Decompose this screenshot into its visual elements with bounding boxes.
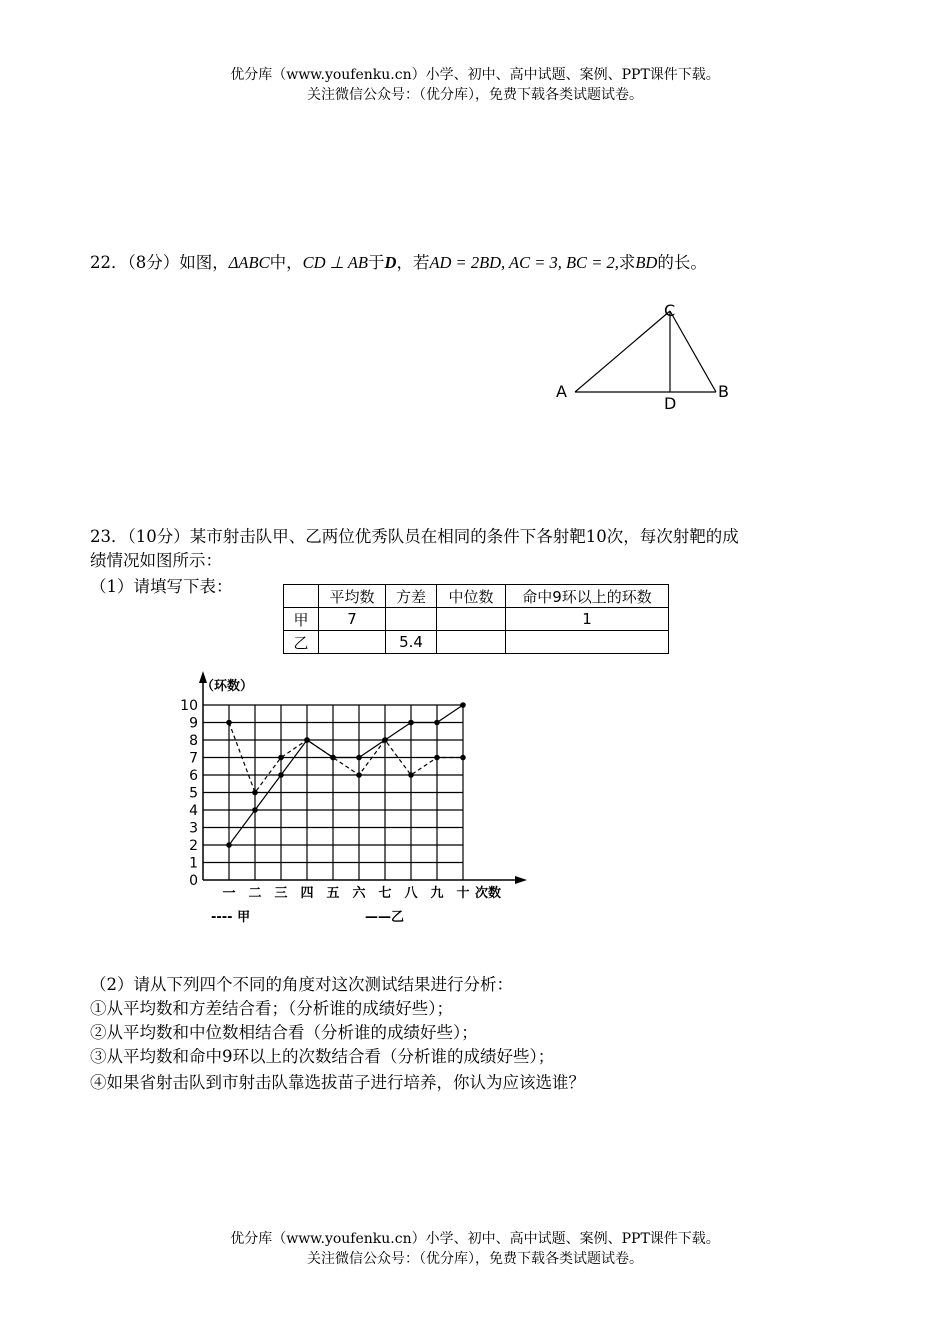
label-c: C (664, 301, 676, 320)
analysis-item-2: ②从平均数和中位数相结合看（分析谁的成绩好些）； (90, 1023, 478, 1042)
footer-line-1: 优分库（www.youfenku.cn）小学、初中、高中试题、案例、PPT课件下载。 (230, 1231, 720, 1247)
label-d: D (664, 394, 677, 413)
x-tick-label: 八 (404, 886, 418, 901)
y-tick-label: 4 (189, 803, 198, 819)
table-header-cell: 方差 (386, 585, 437, 608)
q22-text-3: ，若 (396, 253, 430, 272)
q22-text-1: 中， (269, 253, 303, 272)
label-b: B (718, 382, 729, 401)
q22-score: （8分）如图， (127, 253, 229, 272)
y-tick-label: 5 (189, 785, 198, 802)
legend-yi: ——乙 (365, 910, 405, 925)
data-point (252, 807, 258, 813)
data-point (356, 755, 362, 761)
q22-text-2: 于 (368, 253, 385, 272)
data-point (330, 755, 336, 761)
footer-line-2: 关注微信公众号：（优分库），免费下载各类试题试卷。 (307, 1251, 643, 1267)
x-tick-label: 十 (456, 886, 470, 901)
table-header-cell: 中位数 (437, 585, 506, 608)
x-axis-arrow-icon (515, 876, 527, 884)
y-tick-label: 0 (189, 873, 198, 889)
q22-text-5: 的长。 (657, 253, 707, 272)
side-bc (670, 311, 716, 392)
x-axis-label: 次数 (475, 886, 502, 901)
q23-line-2: 绩情况如图所示： (90, 551, 222, 570)
table-cell (437, 608, 506, 631)
question-22 (90, 252, 707, 274)
data-point (278, 772, 284, 778)
triangle-figure (550, 298, 740, 418)
data-point (434, 720, 440, 726)
q23-part-2: （2）请从下列四个不同的角度对这次测试结果进行分析： (90, 975, 513, 994)
y-tick-label: 6 (189, 768, 198, 784)
x-tick-label: 三 (274, 886, 288, 901)
q22-point-d: D (384, 253, 397, 272)
data-point (226, 842, 232, 848)
analysis-item-4: ④如果省射击队到市射击队靠选拔苗子进行培养，你认为应该选谁？ (90, 1073, 585, 1092)
table-header-cell: 命中9环以上的环数 (506, 585, 669, 608)
y-tick-label: 10 (180, 698, 198, 714)
q22-number: 22． (90, 253, 128, 272)
data-point (278, 755, 284, 761)
x-tick-label: 七 (378, 886, 392, 901)
fill-in-table (283, 584, 669, 654)
table-header-cell: 平均数 (319, 585, 386, 608)
q23-part-1: （1）请填写下表： (90, 577, 233, 596)
data-point (460, 755, 466, 761)
y-tick-label: 9 (189, 715, 198, 732)
legend-jia: ---- 甲 (211, 910, 251, 925)
y-tick-label: 7 (189, 750, 198, 767)
analysis-item-3: ③从平均数和命中9环以上的次数结合看（分析谁的成绩好些）； (90, 1047, 555, 1066)
data-point (434, 755, 440, 761)
q22-conditions: AD = 2BD, AC = 3, BC = 2, (429, 253, 619, 272)
q23-line-1: 23．（10分）某市射击队甲、乙两位优秀队员在相同的条件下各射靶10次，每次射靶的成 (90, 527, 739, 546)
table-header-row (284, 585, 669, 608)
side-ac (575, 311, 670, 392)
data-point (252, 790, 258, 796)
table-cell (437, 631, 506, 654)
data-point (408, 720, 414, 726)
data-point (356, 772, 362, 778)
y-tick-label: 8 (189, 733, 198, 749)
data-point (304, 737, 310, 743)
table-cell: 7 (319, 608, 386, 631)
analysis-item-1: ①从平均数和方差结合看；（分析谁的成绩好些）； (90, 999, 453, 1018)
x-tick-label: 一 (222, 886, 236, 901)
q22-triangle: ΔABC (228, 253, 270, 272)
table-header-cell (284, 585, 319, 608)
table-cell: 1 (506, 608, 669, 631)
table-cell (319, 631, 386, 654)
q22-perpendicular: CD ⊥ AB (302, 253, 369, 272)
y-tick-label: 3 (189, 820, 198, 837)
data-point (226, 720, 232, 726)
table-cell: 甲 (284, 608, 319, 631)
label-a: A (556, 382, 567, 401)
y-tick-label: 2 (189, 838, 198, 854)
header-line-2: 关注微信公众号：（优分库），免费下载各类试题试卷。 (307, 87, 643, 103)
table-row (284, 608, 669, 631)
x-tick-label: 五 (326, 886, 340, 901)
x-tick-label: 六 (352, 886, 366, 901)
x-tick-label: 四 (300, 886, 314, 901)
header-line-1: 优分库（www.youfenku.cn）小学、初中、高中试题、案例、PPT课件下载。 (230, 67, 720, 83)
table-cell: 乙 (284, 631, 319, 654)
y-axis-label: （环数） (201, 679, 254, 694)
q22-bd: BD (635, 253, 658, 272)
y-tick-label: 1 (189, 855, 198, 872)
table-cell (506, 631, 669, 654)
shooting-line-chart (170, 668, 540, 928)
data-point (460, 702, 466, 708)
data-point (382, 737, 388, 743)
table-row (284, 631, 669, 654)
q22-text-4: 求 (618, 253, 636, 272)
data-point (408, 772, 414, 778)
x-tick-label: 九 (430, 886, 444, 901)
table-cell (386, 608, 437, 631)
table-cell: 5.4 (386, 631, 437, 654)
x-tick-label: 二 (248, 886, 262, 901)
